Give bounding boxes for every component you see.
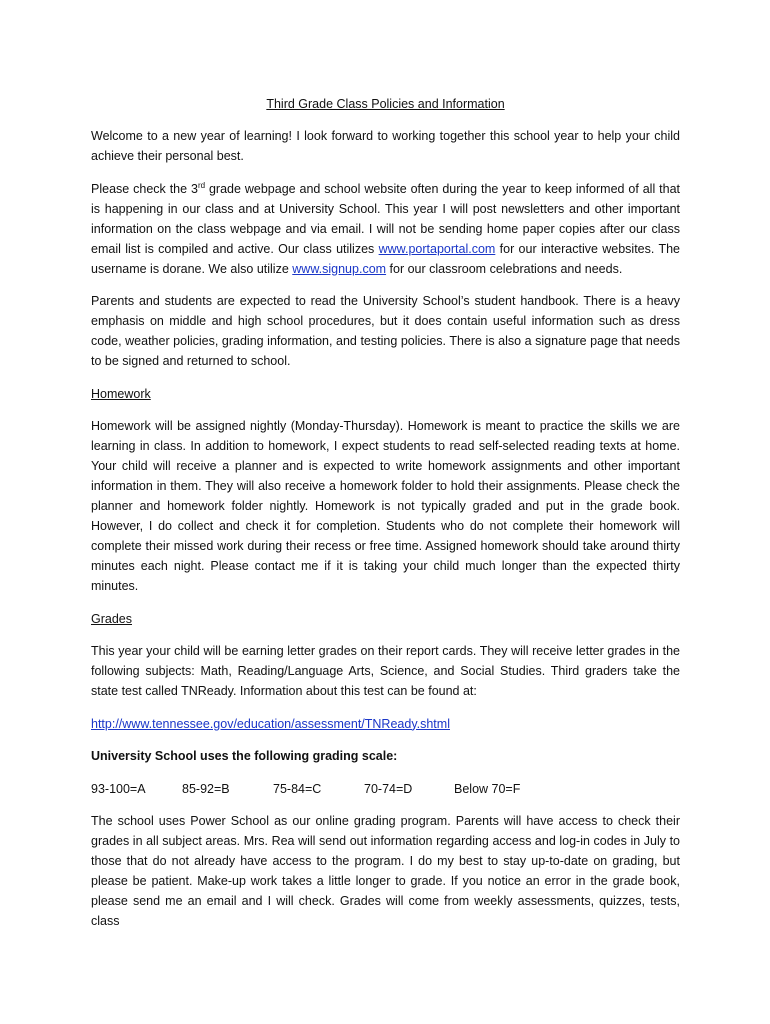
- check-paragraph: [91, 179, 680, 279]
- grades-heading: Grades: [91, 611, 132, 626]
- powerschool-paragraph: The school uses Power School as our online grading program. Parents will have access to check their grades in all subject areas. Mrs. Rea will send out information regarding access and log-in codes in July to those that do not already have access to the program. I do my best to stay up-to-date on grading, but please be patient. Make-up work takes a little longer to grade. If you notice an error in the grade book, please send me an email and I will check. Grades will come from weekly assessments, quizzes, tests, class: [91, 814, 680, 928]
- ordinal-suffix: rd: [197, 180, 206, 190]
- document-title-text: Third Grade Class Policies and Information: [266, 97, 505, 111]
- document-title: [91, 94, 680, 114]
- grade-d: 70-74=D: [364, 781, 413, 796]
- tnready-link-paragraph: [91, 714, 680, 734]
- grade-c: 75-84=C: [273, 781, 322, 796]
- check-text-2: grade webpage and school website often during the year to keep informed of all that is happening in our class and at University School. This year I will post newsletters and other important information on the class webpage and via email. I will not be sending home paper copies after our class email list is compiled and active. Our class utilizes: [91, 181, 680, 256]
- document-page: [91, 94, 680, 944]
- grade-f: Below 70=F: [454, 781, 521, 796]
- grading-scale-heading: University School uses the following grading scale:: [91, 749, 398, 763]
- signup-link[interactable]: www.signup.com: [292, 261, 387, 276]
- grade-a: 93-100=A: [91, 781, 146, 796]
- welcome-paragraph: Welcome to a new year of learning! I look forward to working together this school year to help your child achieve their personal best.: [91, 129, 680, 163]
- homework-paragraph: Homework will be assigned nightly (Monday-Thursday). Homework is meant to practice the skills we are learning in class. In addition to homework, I expect students to read self-selected reading texts at home. Your child will receive a planner and is expected to write homework assignments and other important information in them. They will also receive a homework folder to hold their assignments. Please check the planner and homework folder nightly. Homework is not typically graded and put in the grade book. However, I do collect and check it for completion. Students who do not complete their homework will complete their missed work during their recess or free time. Assigned homework should take around thirty minutes each night. Please contact me if it is taking your child much longer than the expected thirty minutes.: [91, 419, 680, 593]
- check-text-3: for our interactive websites. The username is dorane. We also utilize: [91, 241, 680, 276]
- check-text-4: for our classroom celebrations and needs.: [386, 261, 623, 276]
- portaportal-link[interactable]: www.portaportal.com: [378, 241, 496, 256]
- homework-heading: Homework: [91, 386, 151, 401]
- check-text-1: Please check the 3: [91, 181, 198, 196]
- tnready-link[interactable]: http://www.tennessee.gov/education/assessment/TNReady.shtml: [91, 716, 450, 731]
- grade-b: 85-92=B: [182, 781, 230, 796]
- handbook-paragraph: Parents and students are expected to read the University School’s student handbook. There is a heavy emphasis on middle and high school procedures, but it does contain useful information such as dress code, weather policies, grading information, and testing policies. There is also a signature page that needs to be signed and returned to school.: [91, 294, 680, 368]
- grades-paragraph: This year your child will be earning letter grades on their report cards. They will receive letter grades in the following subjects: Math, Reading/Language Arts, Science, and Social Studies. Third graders take the state test called TNReady. Information about this test can be found at:: [91, 644, 680, 698]
- grading-scale: [91, 779, 680, 799]
